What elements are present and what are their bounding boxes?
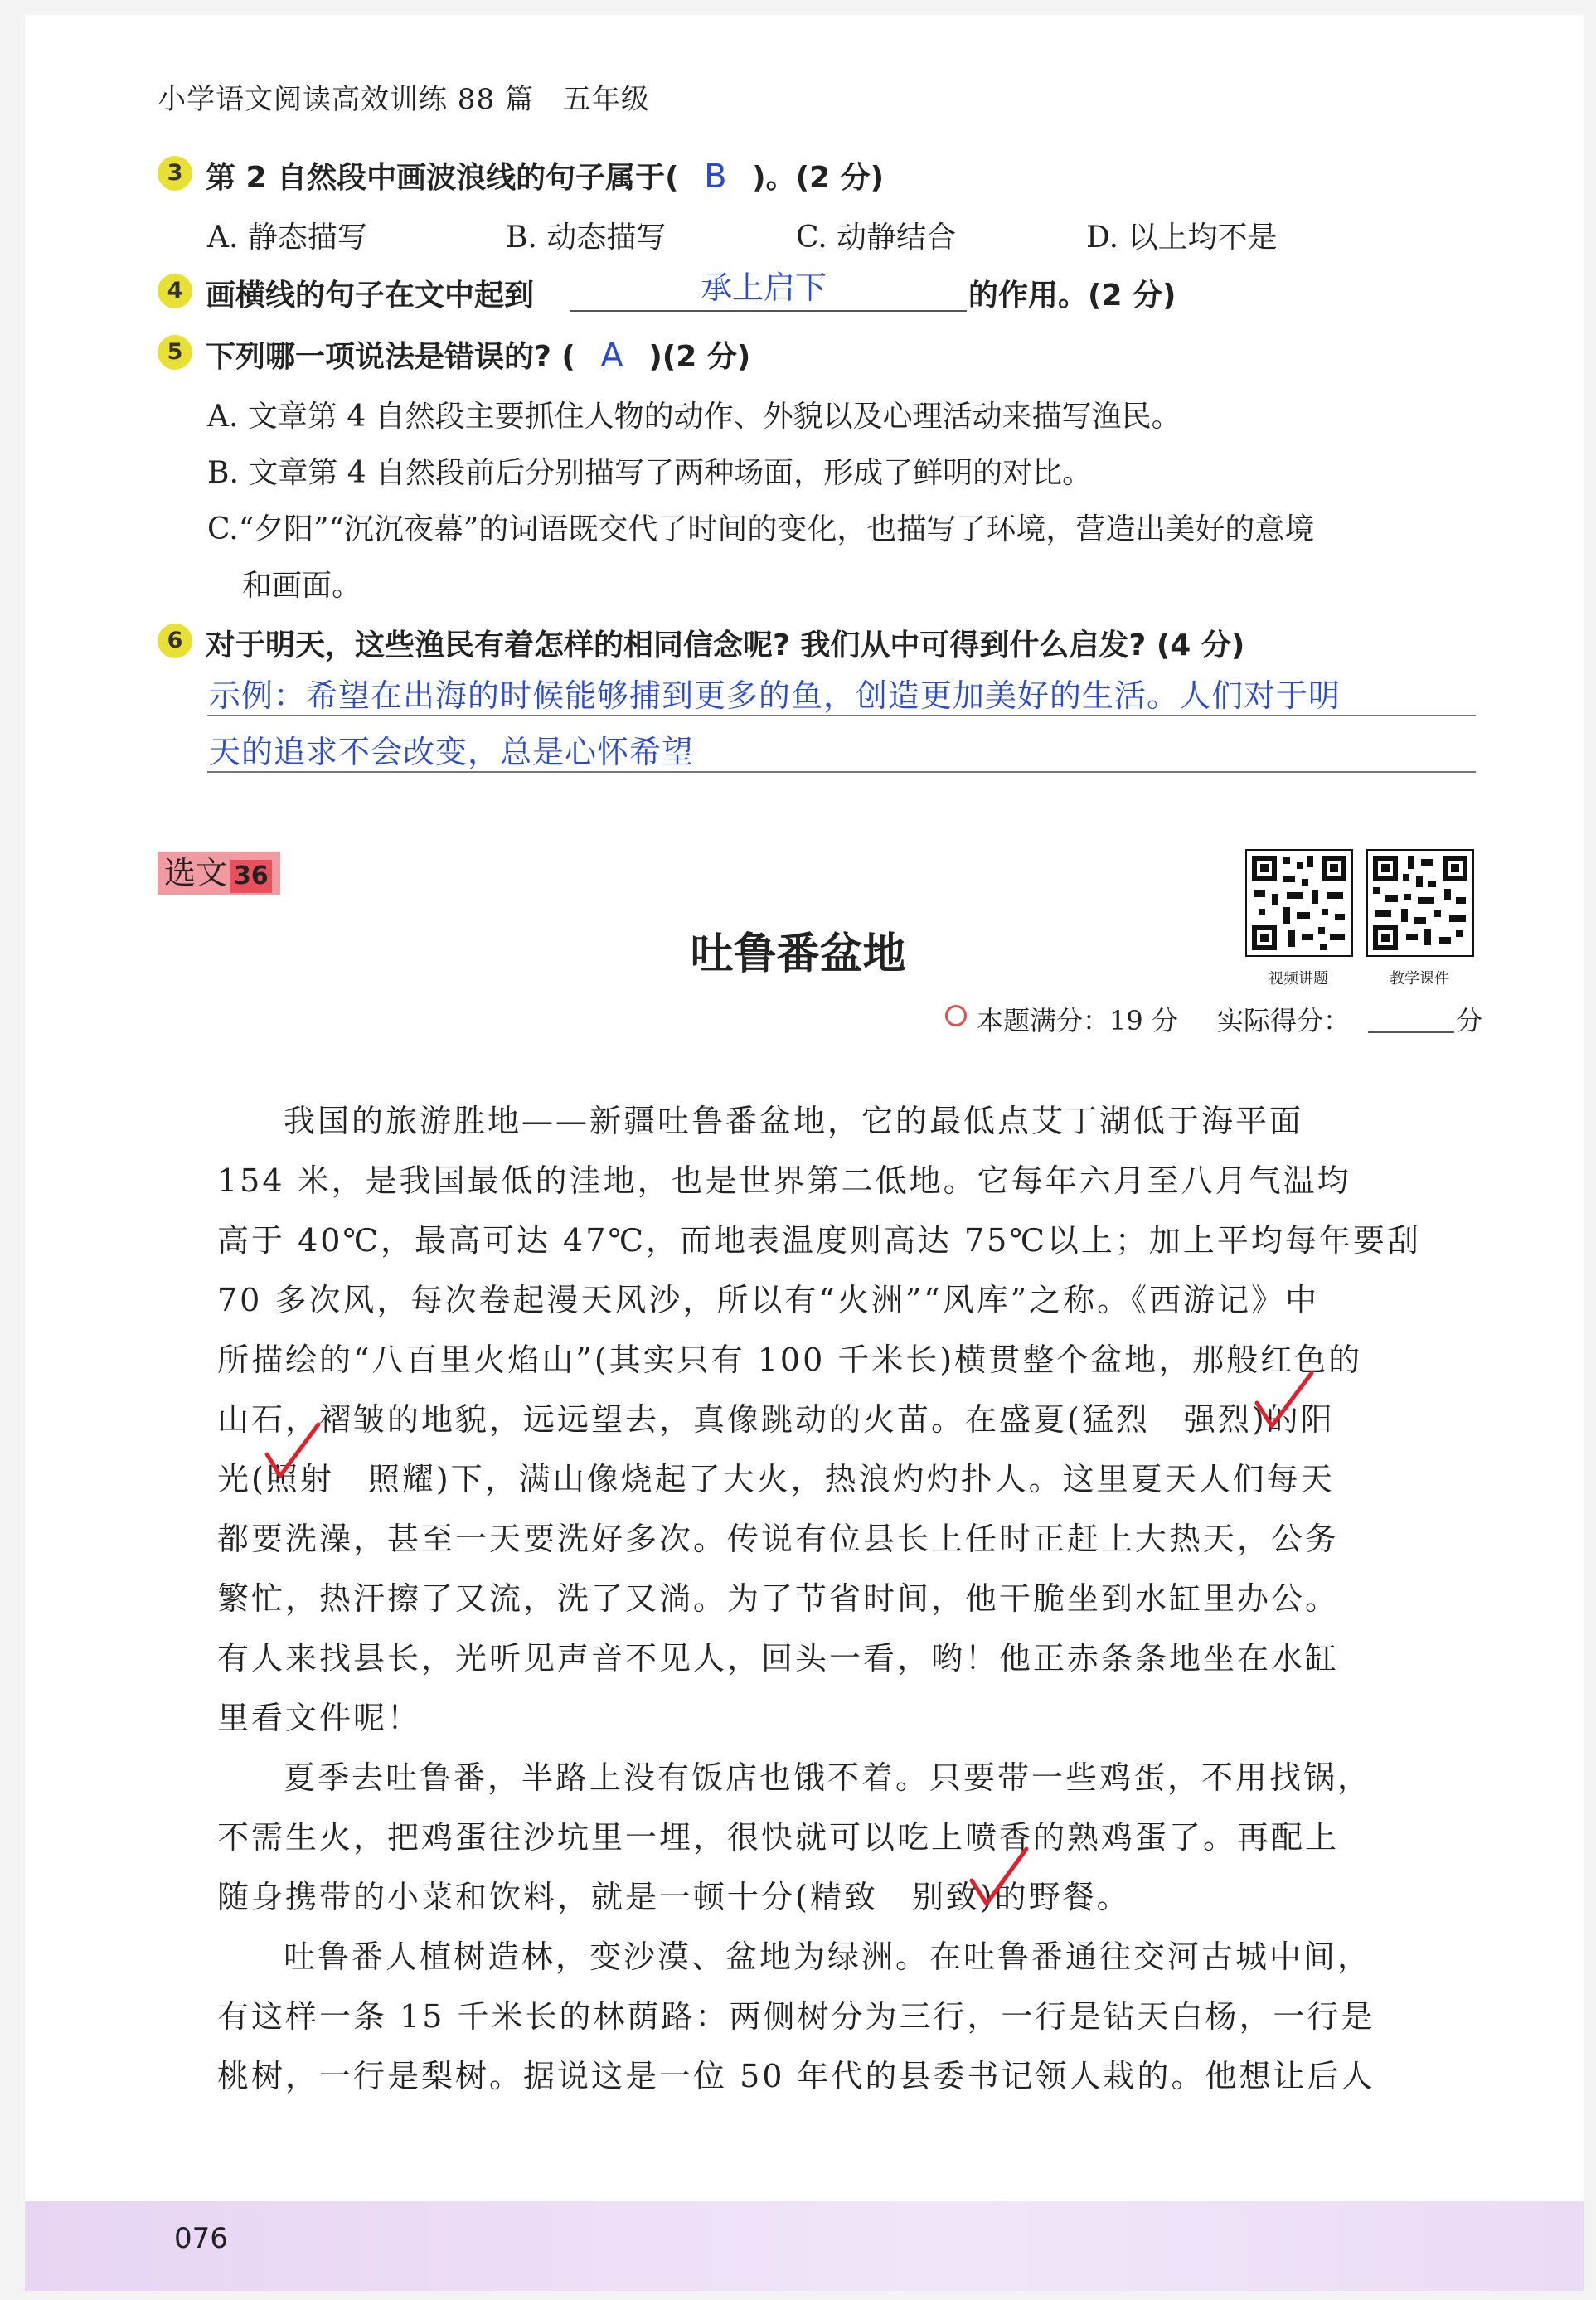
- passage-line-13: 不需生火，把鸡蛋往沙坑里一埋，很快就可以吃上喷香的熟鸡蛋了。再配上: [217, 1819, 1340, 1856]
- question-6-answer-line-1: 示例：希望在出海的时候能够捕到更多的鱼，创造更加美好的生活。人们对于明: [209, 677, 1341, 714]
- passage-line-8: 都要洗澡，甚至一天要洗好多次。传说有位县长上任时正赶上大热天，公务: [217, 1521, 1340, 1557]
- section-tag-label: 选文: [164, 855, 228, 891]
- question-6-badge: 6: [158, 624, 192, 658]
- check-mark-icon: [967, 1842, 1033, 1912]
- question-5-prompt: 下列哪一项说法是错误的? (: [206, 340, 575, 374]
- score-unit: 分: [1456, 1005, 1483, 1036]
- passage-line-10: 有人来找县长，光听见声音不见人，回头一看，哟！他正赤条条地坐在水缸: [217, 1640, 1340, 1676]
- passage-line-6: 山石，褶皱的地貌，远远望去，真像跳动的火苗。在盛夏(猛烈 强烈)的阳: [217, 1401, 1335, 1438]
- question-5-answer: A: [600, 337, 623, 375]
- section-tag-number: 36: [230, 860, 272, 893]
- question-3-option-b: B. 动态描写: [506, 221, 667, 255]
- question-3-text: [206, 154, 884, 197]
- footer-band: [25, 2201, 1584, 2291]
- question-5-badge: 5: [158, 335, 192, 370]
- passage-title: 吐鲁番盆地: [690, 929, 906, 979]
- qr-code-courseware[interactable]: [1366, 849, 1474, 957]
- answer-rule-2: [207, 771, 1476, 773]
- question-4-badge: 4: [158, 274, 192, 308]
- question-5-option-a: A. 文章第 4 自然段主要抓住人物的动作、外貌以及心理活动来描写渔民。: [207, 400, 1181, 434]
- question-3-option-a: A. 静态描写: [207, 221, 367, 255]
- question-5-suffix: )(2 分): [648, 340, 751, 374]
- question-4-prompt: 画横线的句子在文中起到: [206, 279, 535, 313]
- passage-line-11: 里看文件呢！: [217, 1700, 422, 1736]
- passage-line-12: 夏季去吐鲁番，半路上没有饭店也饿不着。只要带一些鸡蛋，不用找锅，: [284, 1759, 1372, 1796]
- passage-line-2: 154 米，是我国最低的洼地，也是世界第二低地。它每年六月至八月气温均: [217, 1162, 1351, 1199]
- check-mark-icon: [1252, 1366, 1318, 1436]
- passage-line-14: 随身携带的小菜和饮料，就是一顿十分(精致 别致)的野餐。: [217, 1879, 1131, 1915]
- question-3-answer: B: [704, 158, 727, 196]
- question-5-text: [206, 333, 750, 376]
- passage-line-16: 有这样一条 15 千米长的林荫路：两侧树分为三行，一行是钻天白杨，一行是: [217, 1998, 1375, 2035]
- question-4-suffix: 的作用。(2 分): [968, 279, 1176, 313]
- qr-pattern-icon: [1368, 851, 1472, 955]
- actual-score-blank[interactable]: [1368, 1031, 1454, 1033]
- book-header: 小学语文阅读高效训练 88 篇 五年级: [158, 83, 650, 116]
- actual-score-label: 实际得分：: [1217, 1005, 1351, 1036]
- section-tag: [158, 852, 280, 895]
- question-3-prompt: 第 2 自然段中画波浪线的句子属于(: [206, 161, 679, 195]
- clock-icon: [945, 1005, 967, 1026]
- passage-line-9: 繁忙，热汗擦了又流，洗了又淌。为了节省时间，他干脆坐到水缸里办公。: [217, 1580, 1340, 1617]
- answer-rule-1: [207, 715, 1476, 716]
- qr-pattern-icon: [1247, 851, 1351, 955]
- question-5-option-c: C.“夕阳”“沉沉夜幕”的词语既交代了时间的变化，也描写了环境，营造出美好的意境: [207, 512, 1315, 546]
- passage-line-3: 高于 40℃，最高可达 47℃，而地表温度则高达 75℃以上；加上平均每年要刮: [217, 1222, 1421, 1259]
- question-3-suffix: )。(2 分): [752, 161, 885, 195]
- question-6-text: 对于明天，这些渔民有着怎样的相同信念呢? 我们从中可得到什么启发? (4 分): [206, 628, 1245, 662]
- question-5-option-b: B. 文章第 4 自然段前后分别描写了两种场面，形成了鲜明的对比。: [207, 456, 1093, 490]
- check-mark-icon: [262, 1419, 325, 1486]
- question-3-badge: 3: [158, 156, 192, 191]
- page-number: 076: [174, 2222, 228, 2255]
- qr-label-video: 视频讲题: [1269, 970, 1328, 987]
- passage-line-1: 我国的旅游胜地——新疆吐鲁番盆地，它的最低点艾丁湖低于海平面: [284, 1103, 1304, 1139]
- passage-line-5: 所描绘的“八百里火焰山”(其实只有 100 千米长)横贯整个盆地，那般红色的: [217, 1342, 1363, 1378]
- passage-line-15: 吐鲁番人植树造林，变沙漠、盆地为绿洲。在吐鲁番通往交河古城中间，: [284, 1939, 1372, 1975]
- question-3-option-d: D. 以上均不是: [1086, 221, 1278, 255]
- question-3-option-c: C. 动静结合: [796, 221, 957, 255]
- question-4-answer: 承上启下: [701, 269, 827, 306]
- question-6-answer-line-2: 天的追求不会改变，总是心怀希望: [209, 734, 695, 770]
- question-4-blank-line: [570, 310, 967, 312]
- full-score-label: 本题满分：19 分: [977, 1005, 1178, 1036]
- question-5-option-c-cont: 和画面。: [242, 569, 362, 603]
- passage-line-7: 光(照射 照耀)下，满山像烧起了大火，热浪灼灼扑人。这里夏天人们每天: [217, 1461, 1335, 1497]
- qr-label-courseware: 教学课件: [1390, 970, 1449, 987]
- passage-line-4: 70 多次风，每次卷起漫天风沙，所以有“火洲”“风库”之称。《西游记》中: [217, 1282, 1320, 1318]
- passage-line-17: 桃树，一行是梨树。据说这是一位 50 年代的县委书记领人栽的。他想让后人: [217, 2058, 1375, 2094]
- qr-code-video[interactable]: [1245, 849, 1353, 957]
